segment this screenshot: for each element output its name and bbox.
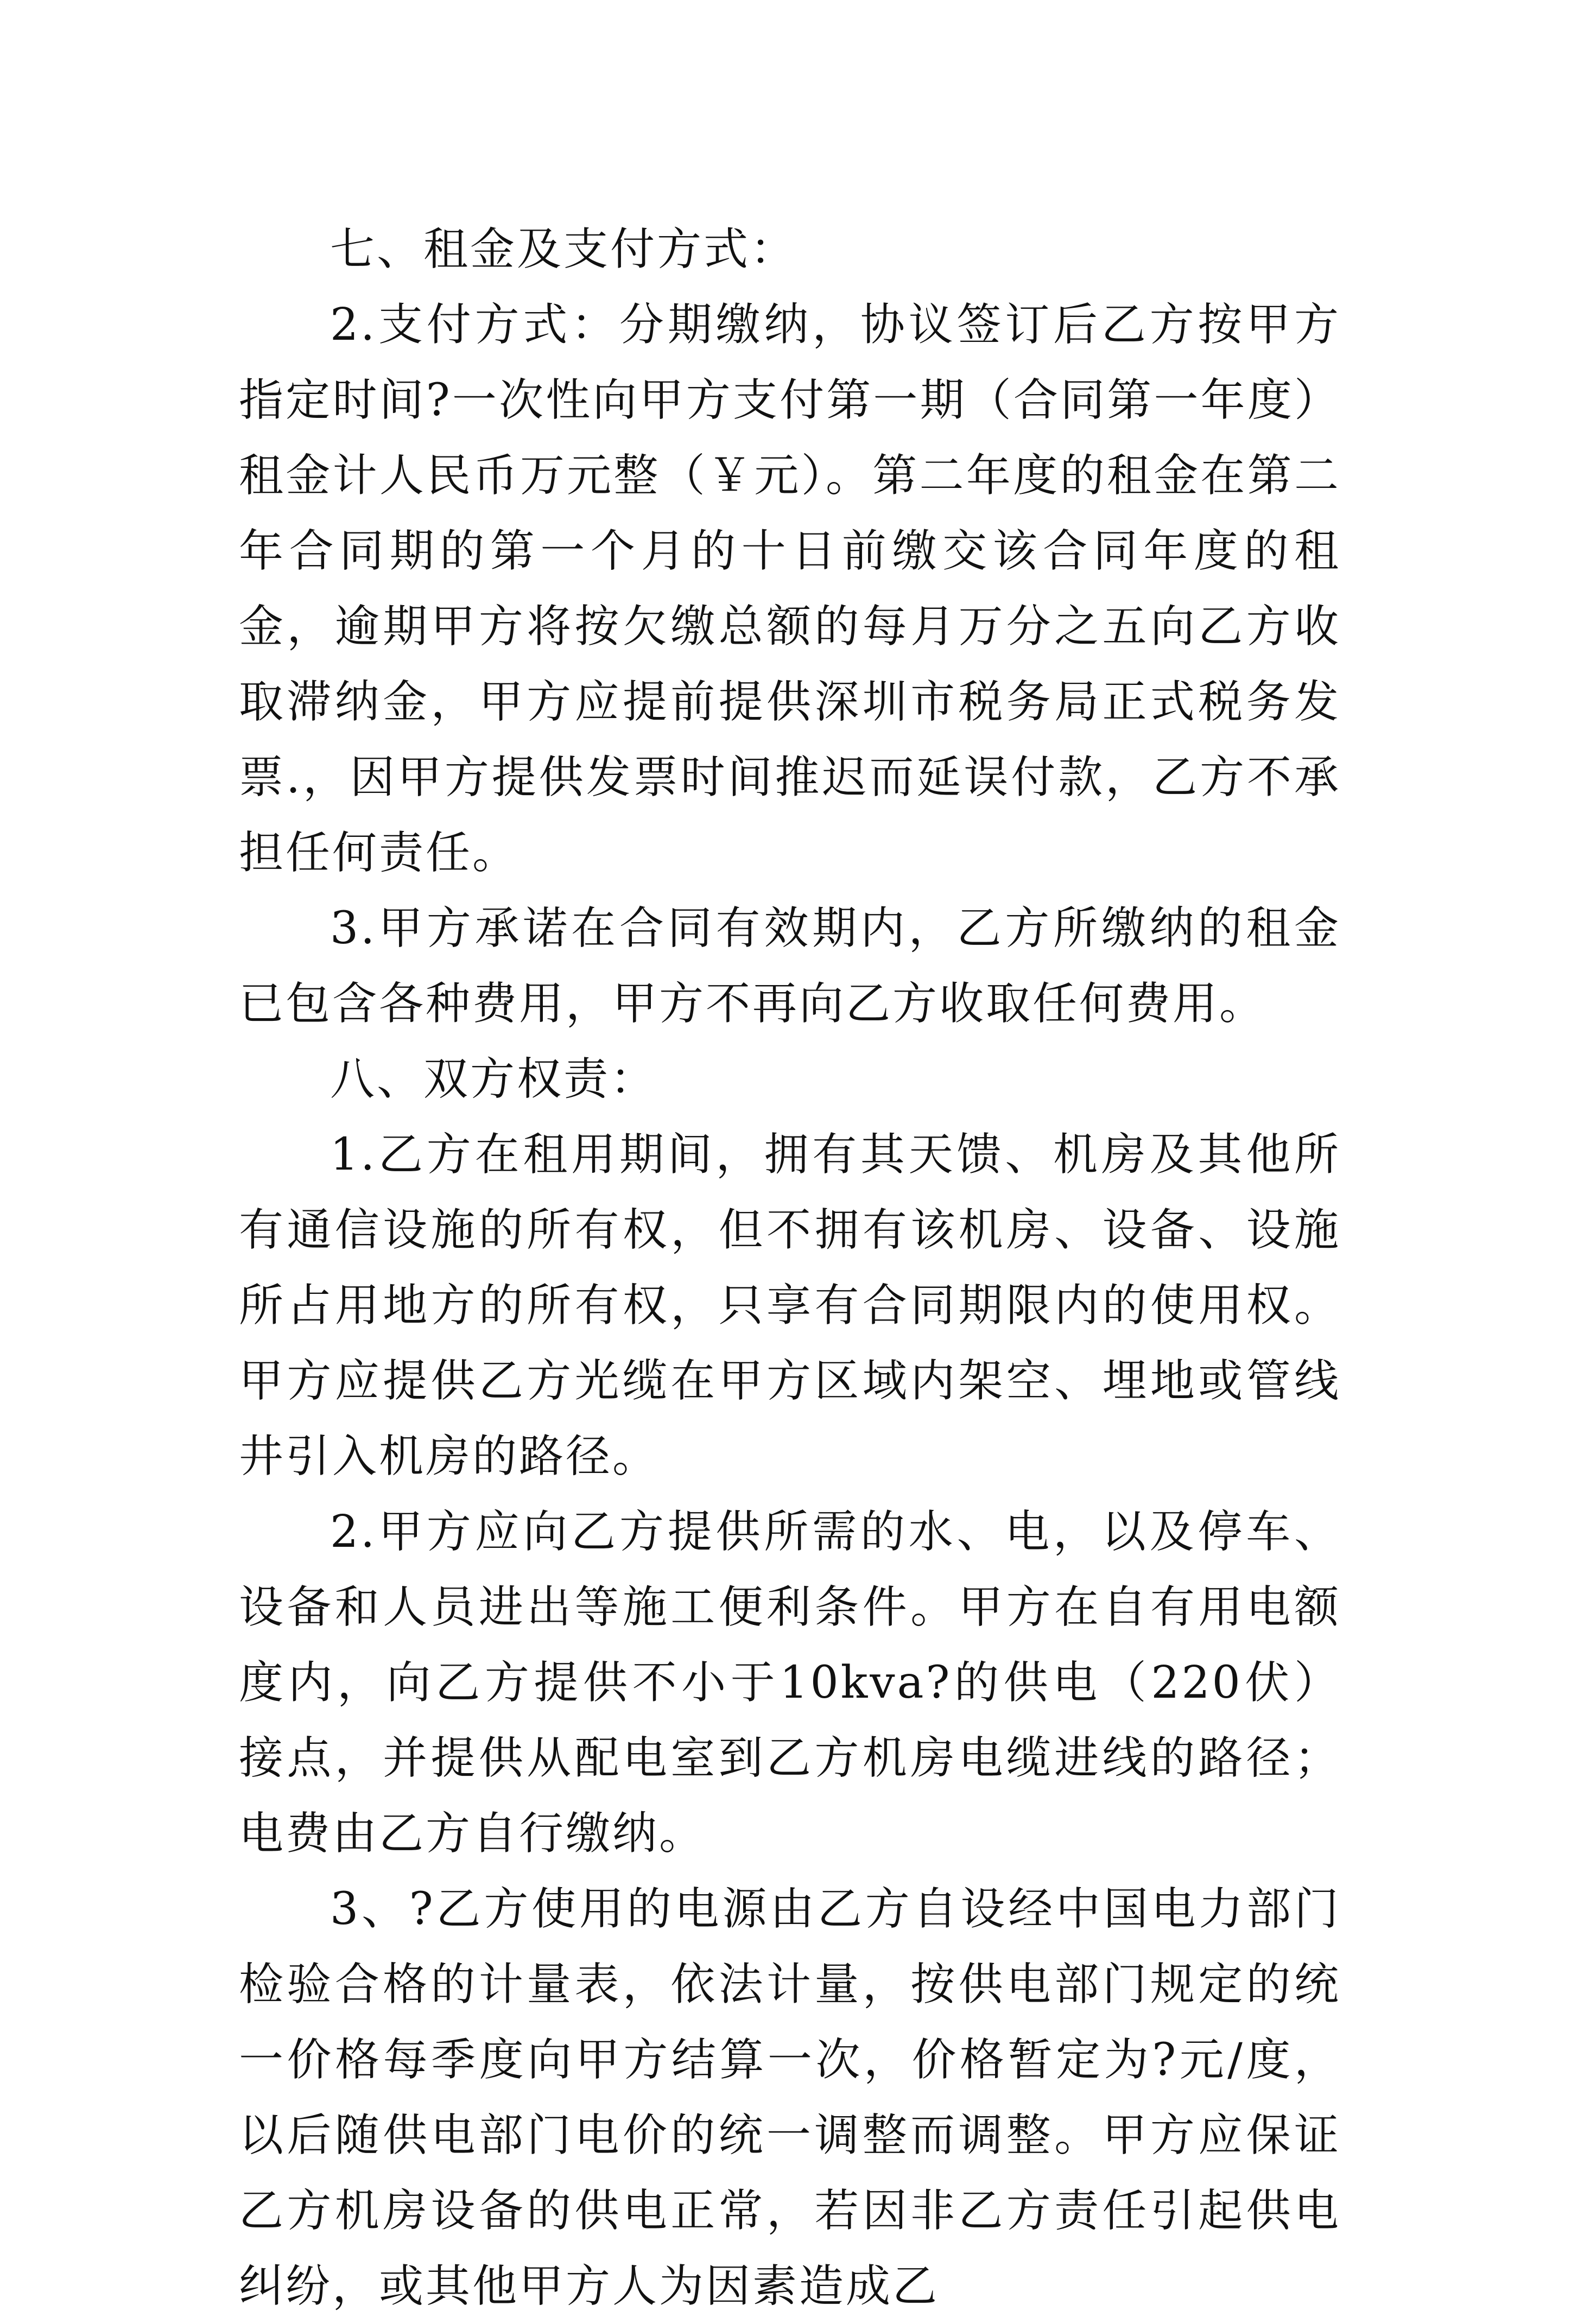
paragraph-ownership-rights: 1.乙方在租用期间，拥有其天馈、机房及其他所有通信设施的所有权，但不拥有该机房、设备、设施所占用地方的所有权，只享有合同期限内的使用权。甲方应提供乙方光缆在甲方区域内架空、埋地或管线井引入机房的路径。: [239, 1129, 1341, 1482]
paragraph-payment-method: 2.支付方式：分期缴纳，协议签订后乙方按甲方指定时间?一次性向甲方支付第一期（合同第一年度）租金计人民币万元整（￥元）。第二年度的租金在第二年合同期的第一个月的十日前缴交该合同年度的租金，逾期甲方将按欠缴总额的每月万分之五向乙方收取滞纳金，甲方应提前提供深圳市税务局正式税务发票.，因甲方提供发票时间推迟而延误付款，乙方不承担任何责任。: [239, 299, 1341, 879]
paragraph-power-metering: 3、?乙方使用的电源由乙方自设经中国电力部门检验合格的计量表，依法计量，按供电部门规定的统一价格每季度向甲方结算一次，价格暂定为?元/度，以后随供电部门电价的统一调整而调整。甲方应保证乙方机房设备的供电正常，若因非乙方责任引起供电纠纷，或其他甲方人为因素造成乙: [239, 1883, 1341, 2312]
paragraph-water-power-supply: 2.甲方应向乙方提供所需的水、电，以及停车、设备和人员进出等施工便利条件。甲方在自有用电额度内，向乙方提供不小于10kva?的供电（220伏）接点，并提供从配电室到乙方机房电缆进线的路径；电费由乙方自行缴纳。: [239, 1506, 1341, 1859]
section-heading-rent-payment: 七、租金及支付方式：: [330, 224, 797, 275]
document-body: [239, 212, 1341, 2324]
section-heading-rights-duties: 八、双方权责：: [330, 1053, 657, 1105]
paragraph-rent-includes-fees: 3.甲方承诺在合同有效期内，乙方所缴纳的租金已包含各种费用，甲方不再向乙方收取任何费用。: [239, 903, 1341, 1030]
